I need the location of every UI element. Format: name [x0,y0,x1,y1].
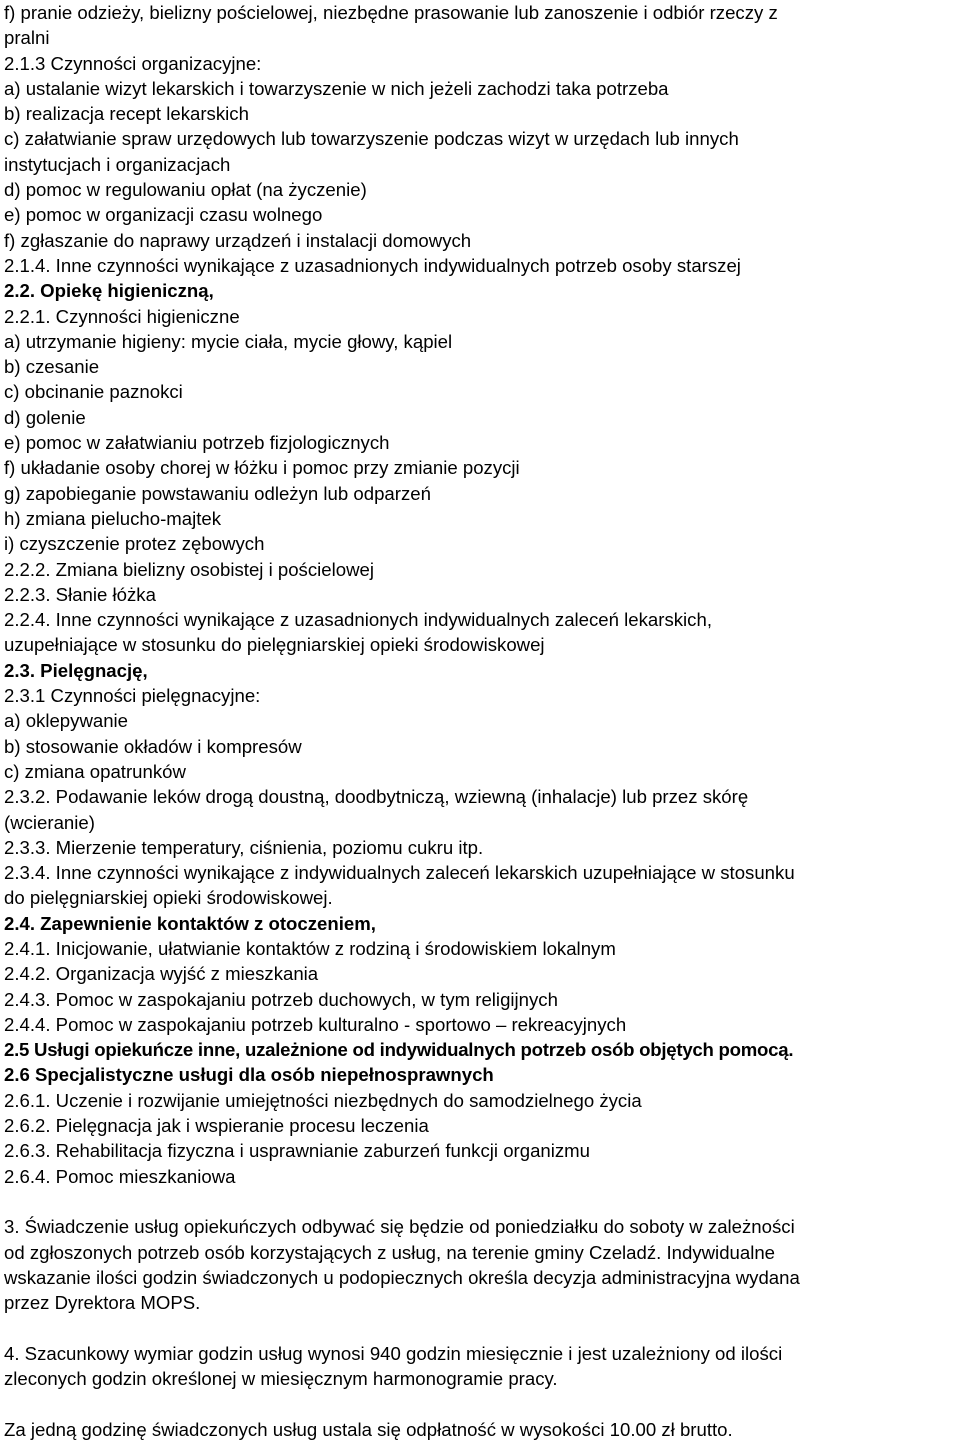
list-item: c) zmiana opatrunków [4,760,186,782]
section-heading: 2.2.2. Zmiana bielizny osobistej i pościelowej [4,558,374,580]
list-item: e) pomoc w załatwianiu potrzeb fizjologicznych [4,432,390,454]
section-heading: 2.4.4. Pomoc w zaspokajaniu potrzeb kulturalno - sportowo – rekreacyjnych [4,1013,627,1035]
list-item: a) oklepywanie [4,710,129,732]
section-heading: 2.6.1. Uczenie i rozwijanie umiejętności niezbędnych do samodzielnego życia [4,1089,642,1111]
section-heading: 2.4.3. Pomoc w zaspokajaniu potrzeb duchowych, w tym religijnych [4,988,558,1010]
paragraph-line: zleconych godzin określonej w miesięcznym harmonogramie pracy. [4,1368,558,1390]
list-item: g) zapobieganie powstawaniu odleżyn lub odparzeń [4,482,431,504]
section-heading: 2.3.2. Podawanie leków drogą doustną, doodbytniczą, wziewną (inhalacje) lub przez skórę [4,786,749,808]
paragraph-gap [4,1315,958,1340]
list-item: f) zgłaszanie do naprawy urządzeń i instalacji domowych [4,229,472,251]
text-line: do pielęgniarskiej opieki środowiskowej. [4,887,333,909]
section-heading: 2.1.4. Inne czynności wynikające z uzasadnionych indywidualnych potrzeb osoby starszej [4,254,741,276]
text-line: f) pranie odzieży, bielizny pościelowej, niezbędne prasowanie lub zanoszenie i odbiór rzeczy z [4,2,778,23]
section-heading-bold: 2.4. Zapewnienie kontaktów z otoczeniem, [4,912,376,934]
section-heading: 2.3.3. Mierzenie temperatury, ciśnienia, poziomu cukru itp. [4,836,484,858]
list-item: i) czyszczenie protez zębowych [4,533,265,555]
list-item: b) realizacja recept lekarskich [4,103,249,125]
paragraph-line: przez Dyrektora MOPS. [4,1292,201,1314]
section-heading: 2.3.1 Czynności pielęgnacyjne: [4,685,261,707]
section-heading: 2.4.1. Inicjowanie, ułatwianie kontaktów z rodziną i środowiskiem lokalnym [4,937,616,959]
section-heading: 2.2.4. Inne czynności wynikające z uzasadnionych indywidualnych zaleceń lekarskich, [4,609,712,631]
list-item: a) utrzymanie higieny: mycie ciała, mycie głowy, kąpiel [4,330,453,352]
section-heading: 2.6.4. Pomoc mieszkaniowa [4,1165,236,1187]
paragraph-line: 4. Szacunkowy wymiar godzin usług wynosi 940 godzin miesięcznie i jest uzależniony od ilości [4,1342,783,1364]
list-item: c) załatwianie spraw urzędowych lub towarzyszenie podczas wizyt w urzędach lub innych [4,128,739,150]
list-item: c) obcinanie paznokci [4,381,183,403]
section-heading: 2.1.3 Czynności organizacyjne: [4,52,262,74]
paragraph-line: 3. Świadczenie usług opiekuńczych odbywać się będzie od poniedziałku do soboty w zależności [4,1216,795,1238]
list-item: e) pomoc w organizacji czasu wolnego [4,204,323,226]
paragraph-gap [4,1189,958,1214]
list-item: b) stosowanie okładów i kompresów [4,735,302,757]
section-heading-bold: 2.5 Usługi opiekuńcze inne, uzależnione od indywidualnych potrzeb osób objętych pomocą. [4,1039,794,1061]
section-heading: 2.6.2. Pielęgnacja jak i wspieranie procesu leczenia [4,1115,429,1137]
list-item: d) golenie [4,406,86,428]
section-heading-bold: 2.2. Opiekę higieniczną, [4,280,214,302]
section-heading-bold: 2.6 Specjalistyczne usługi dla osób niepełnosprawnych [4,1064,494,1086]
paragraph-line: od zgłoszonych potrzeb osób korzystających z usług, na terenie gminy Czeladź. Indywidualne [4,1241,776,1263]
text-line: pralni [4,27,50,49]
paragraph-line: Za jedną godzinę świadczonych usług ustala się odpłatność w wysokości 10.00 zł brutto. [4,1418,733,1440]
list-item: f) układanie osoby chorej w łóżku i pomoc przy zmianie pozycji [4,457,520,479]
text-line: uzupełniające w stosunku do pielęgniarskiej opieki środowiskowej [4,634,545,656]
section-heading: 2.3.4. Inne czynności wynikające z indywidualnych zaleceń lekarskich uzupełniające w stosunku [4,862,795,884]
text-line: (wcieranie) [4,811,95,833]
document-page [4,0,958,1442]
section-heading: 2.6.3. Rehabilitacja fizyczna i usprawnianie zaburzeń funkcji organizmu [4,1140,591,1162]
list-item: b) czesanie [4,356,100,378]
paragraph-gap [4,1391,958,1416]
list-item: a) ustalanie wizyt lekarskich i towarzyszenie w nich jeżeli zachodzi taka potrzeba [4,77,669,99]
list-item: h) zmiana pielucho-majtek [4,507,222,529]
section-heading: 2.2.1. Czynności higieniczne [4,305,240,327]
section-heading-bold: 2.3. Pielęgnację, [4,659,148,681]
paragraph-line: wskazanie ilości godzin świadczonych u podopiecznych określa decyzja administracyjna wydana [4,1266,800,1288]
section-heading: 2.4.2. Organizacja wyjść z mieszkania [4,963,319,985]
list-item: d) pomoc w regulowaniu opłat (na życzenie) [4,179,367,201]
section-heading: 2.2.3. Słanie łóżka [4,583,156,605]
text-line: instytucjach i organizacjach [4,153,231,175]
